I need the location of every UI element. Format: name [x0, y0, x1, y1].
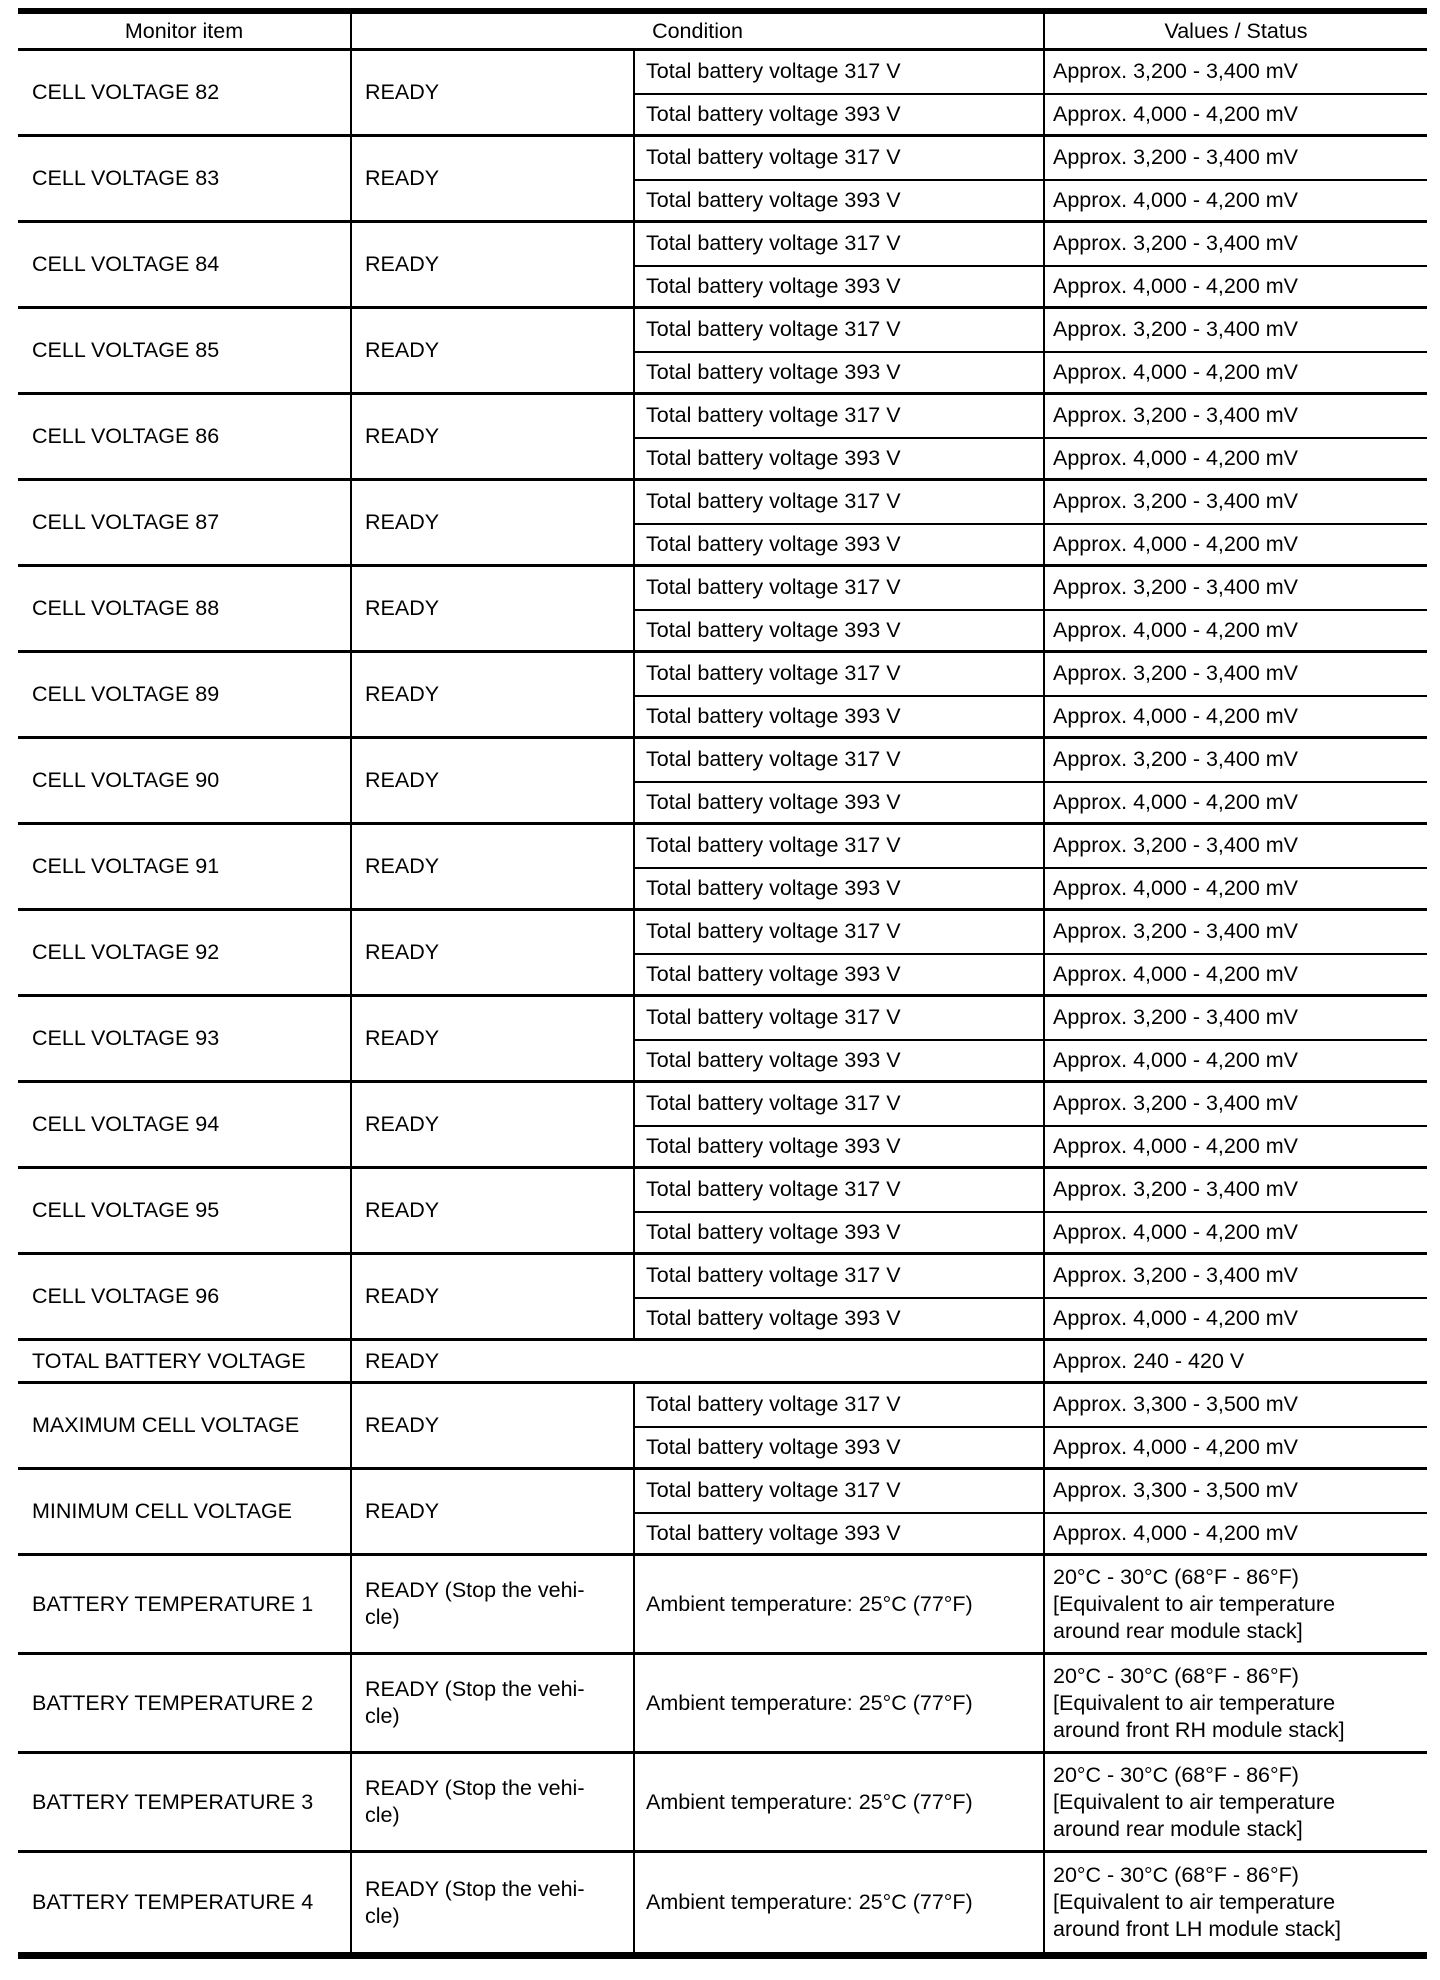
- condition-ready-cell: [352, 1853, 635, 1952]
- condition-detail-cell: Total battery voltage 317 V: [635, 653, 1045, 695]
- condition-detail-cell: Total battery voltage 393 V: [635, 351, 1045, 393]
- value-cell: Approx. 4,000 - 4,200 mV: [1045, 93, 1427, 135]
- value-cell: Approx. 3,300 - 3,500 mV: [1053, 1392, 1299, 1417]
- condition-ready-cell: READY: [352, 911, 635, 994]
- condition-detail-cell: Total battery voltage 393 V: [635, 609, 1045, 651]
- header-values-status: Values / Status: [1164, 18, 1308, 43]
- monitor-item-cell: CELL VOLTAGE 94: [18, 1083, 352, 1166]
- monitor-item-cell: CELL VOLTAGE 87: [18, 481, 352, 564]
- table-row-group: [18, 1083, 1427, 1169]
- value-cell: Approx. 3,200 - 3,400 mV: [1053, 661, 1299, 686]
- monitor-item-cell: MINIMUM CELL VOLTAGE: [18, 1470, 352, 1553]
- monitor-item-cell: CELL VOLTAGE 91: [18, 825, 352, 908]
- condition-detail-cell: Total battery voltage 317 V: [635, 1384, 1045, 1426]
- value-cell: Approx. 3,200 - 3,400 mV: [1053, 833, 1299, 858]
- value-cell: Approx. 4,000 - 4,200 mV: [1045, 695, 1427, 737]
- value-cell: Approx. 4,000 - 4,200 mV: [1045, 1211, 1427, 1253]
- value-cell: Approx. 3,200 - 3,400 mV: [1053, 231, 1299, 256]
- value-line: around front RH module stack]: [1053, 1717, 1345, 1742]
- condition-detail-cell: Ambient temperature: 25°C (77°F): [635, 1556, 1045, 1652]
- condition-ready-cell: [352, 1655, 635, 1751]
- value-line: around rear module stack]: [1053, 1816, 1303, 1841]
- ready-line: READY (Stop the vehi-: [365, 1578, 585, 1602]
- table-row-group: [18, 997, 1427, 1083]
- condition-ready-cell: READY: [352, 51, 635, 134]
- table-row-group: [18, 395, 1427, 481]
- condition-detail-cell: Total battery voltage 317 V: [635, 567, 1045, 609]
- table-row-group: [18, 223, 1427, 309]
- table-row-group: [18, 1341, 1427, 1384]
- condition-detail-cell: Total battery voltage 393 V: [635, 523, 1045, 565]
- condition-detail-cell: Total battery voltage 317 V: [635, 137, 1045, 179]
- value-line: [Equivalent to air temperature: [1053, 1591, 1336, 1616]
- table-row-group: [18, 739, 1427, 825]
- condition-detail-cell: Total battery voltage 393 V: [635, 953, 1045, 995]
- condition-detail-cell: Total battery voltage 393 V: [635, 1125, 1045, 1167]
- monitor-item-cell: CELL VOLTAGE 92: [18, 911, 352, 994]
- value-cell: Approx. 3,200 - 3,400 mV: [1053, 489, 1299, 514]
- condition-ready-cell: READY: [352, 1341, 1045, 1381]
- table-row-group: [18, 1754, 1427, 1853]
- condition-detail-cell: Total battery voltage 317 V: [635, 51, 1045, 93]
- value-cell: [1045, 1853, 1427, 1952]
- value-cell: Approx. 3,200 - 3,400 mV: [1053, 575, 1299, 600]
- condition-detail-cell: Ambient temperature: 25°C (77°F): [635, 1754, 1045, 1850]
- condition-detail-cell: Total battery voltage 393 V: [635, 781, 1045, 823]
- monitor-item-cell: CELL VOLTAGE 95: [18, 1169, 352, 1252]
- monitor-item-cell: BATTERY TEMPERATURE 3: [18, 1754, 352, 1850]
- condition-detail-cell: Total battery voltage 393 V: [635, 1211, 1045, 1253]
- value-cell: Approx. 3,300 - 3,500 mV: [1053, 1478, 1299, 1503]
- condition-detail-cell: Total battery voltage 393 V: [635, 1039, 1045, 1081]
- condition-ready-cell: READY: [352, 309, 635, 392]
- monitor-item-cell: CELL VOLTAGE 88: [18, 567, 352, 650]
- ready-line: cle): [365, 1605, 400, 1629]
- condition-ready-cell: READY: [352, 567, 635, 650]
- value-cell: [1045, 1754, 1427, 1850]
- value-cell: Approx. 4,000 - 4,200 mV: [1045, 1039, 1427, 1081]
- value-cell: Approx. 3,200 - 3,400 mV: [1053, 403, 1299, 428]
- value-cell: Approx. 4,000 - 4,200 mV: [1045, 781, 1427, 823]
- condition-ready-cell: READY: [352, 1083, 635, 1166]
- monitor-item-cell: TOTAL BATTERY VOLTAGE: [18, 1341, 352, 1381]
- value-line: 20°C - 30°C (68°F - 86°F): [1053, 1863, 1299, 1887]
- value-line: around front LH module stack]: [1053, 1917, 1342, 1941]
- table-header-row: [18, 14, 1427, 51]
- value-cell: Approx. 4,000 - 4,200 mV: [1045, 437, 1427, 479]
- value-cell: Approx. 4,000 - 4,200 mV: [1045, 179, 1427, 221]
- value-cell: Approx. 3,200 - 3,400 mV: [1053, 1005, 1299, 1030]
- value-cell: Approx. 4,000 - 4,200 mV: [1045, 1426, 1427, 1468]
- condition-ready-cell: READY: [352, 481, 635, 564]
- monitor-item-cell: CELL VOLTAGE 82: [18, 51, 352, 134]
- value-cell: Approx. 4,000 - 4,200 mV: [1045, 351, 1427, 393]
- ready-line: READY (Stop the vehi-: [365, 1776, 585, 1800]
- condition-detail-cell: Total battery voltage 317 V: [635, 1169, 1045, 1211]
- condition-ready-cell: READY: [352, 395, 635, 478]
- condition-detail-cell: Total battery voltage 317 V: [635, 309, 1045, 351]
- condition-ready-cell: [352, 1556, 635, 1652]
- table-row-group: [18, 1255, 1427, 1341]
- condition-detail-cell: Total battery voltage 393 V: [635, 1512, 1045, 1554]
- monitor-item-cell: CELL VOLTAGE 83: [18, 137, 352, 220]
- value-cell: Approx. 3,200 - 3,400 mV: [1053, 919, 1299, 944]
- condition-ready-cell: READY: [352, 653, 635, 736]
- value-cell: Approx. 3,200 - 3,400 mV: [1053, 59, 1299, 84]
- condition-detail-cell: Ambient temperature: 25°C (77°F): [635, 1853, 1045, 1952]
- value-cell: Approx. 240 - 420 V: [1053, 1348, 1245, 1373]
- condition-detail-cell: Total battery voltage 393 V: [635, 695, 1045, 737]
- value-cell: Approx. 4,000 - 4,200 mV: [1045, 953, 1427, 995]
- table-row-group: [18, 1169, 1427, 1255]
- ready-line: cle): [365, 1903, 400, 1928]
- condition-ready-cell: [352, 1754, 635, 1850]
- monitor-item-cell: CELL VOLTAGE 90: [18, 739, 352, 822]
- table-row-group: [18, 309, 1427, 395]
- ready-line: cle): [365, 1704, 400, 1728]
- table-row-group: [18, 1470, 1427, 1556]
- value-cell: Approx. 4,000 - 4,200 mV: [1045, 867, 1427, 909]
- value-line: 20°C - 30°C (68°F - 86°F): [1053, 1564, 1299, 1589]
- monitor-item-cell: CELL VOLTAGE 86: [18, 395, 352, 478]
- monitor-item-cell: BATTERY TEMPERATURE 4: [18, 1853, 352, 1952]
- condition-detail-cell: Total battery voltage 393 V: [635, 179, 1045, 221]
- table-row-group: [18, 1556, 1427, 1655]
- condition-detail-cell: Total battery voltage 317 V: [635, 1470, 1045, 1512]
- monitor-item-cell: CELL VOLTAGE 93: [18, 997, 352, 1080]
- condition-ready-cell: READY: [352, 997, 635, 1080]
- table-row-group: [18, 567, 1427, 653]
- condition-ready-cell: READY: [352, 1169, 635, 1252]
- value-line: 20°C - 30°C (68°F - 86°F): [1053, 1663, 1299, 1688]
- value-cell: [1045, 1655, 1427, 1751]
- value-cell: Approx. 3,200 - 3,400 mV: [1053, 1177, 1299, 1202]
- value-line: [Equivalent to air temperature: [1053, 1890, 1336, 1914]
- value-line: [Equivalent to air temperature: [1053, 1789, 1336, 1814]
- monitor-item-cell: MAXIMUM CELL VOLTAGE: [18, 1384, 352, 1467]
- condition-ready-cell: READY: [352, 825, 635, 908]
- condition-detail-cell: Total battery voltage 393 V: [635, 93, 1045, 135]
- condition-detail-cell: Total battery voltage 317 V: [635, 481, 1045, 523]
- value-line: [Equivalent to air temperature: [1053, 1690, 1336, 1715]
- value-cell: Approx. 3,200 - 3,400 mV: [1053, 1091, 1299, 1116]
- condition-ready-cell: READY: [352, 1255, 635, 1338]
- value-cell: [1045, 1556, 1427, 1652]
- table-row-group: [18, 825, 1427, 911]
- value-cell: Approx. 3,200 - 3,400 mV: [1053, 747, 1299, 772]
- table-row-group: [18, 481, 1427, 567]
- condition-detail-cell: Total battery voltage 317 V: [635, 825, 1045, 867]
- monitor-item-cell: CELL VOLTAGE 85: [18, 309, 352, 392]
- condition-detail-cell: Total battery voltage 317 V: [635, 223, 1045, 265]
- value-cell: Approx. 4,000 - 4,200 mV: [1045, 1297, 1427, 1339]
- condition-detail-cell: Total battery voltage 317 V: [635, 997, 1045, 1039]
- table-row-group: [18, 137, 1427, 223]
- table-row-group: [18, 1655, 1427, 1754]
- value-cell: Approx. 4,000 - 4,200 mV: [1045, 523, 1427, 565]
- condition-detail-cell: Total battery voltage 393 V: [635, 437, 1045, 479]
- condition-detail-cell: Total battery voltage 317 V: [635, 1083, 1045, 1125]
- monitor-item-table: [18, 8, 1427, 1959]
- condition-detail-cell: Ambient temperature: 25°C (77°F): [635, 1655, 1045, 1751]
- condition-detail-cell: Total battery voltage 393 V: [635, 1297, 1045, 1339]
- table-row-group: [18, 51, 1427, 137]
- value-cell: Approx. 4,000 - 4,200 mV: [1045, 1125, 1427, 1167]
- value-cell: Approx. 3,200 - 3,400 mV: [1053, 317, 1299, 342]
- monitor-item-cell: CELL VOLTAGE 89: [18, 653, 352, 736]
- ready-line: cle): [365, 1803, 400, 1827]
- ready-line: READY (Stop the vehi-: [365, 1677, 585, 1701]
- condition-ready-cell: READY: [352, 223, 635, 306]
- condition-detail-cell: Total battery voltage 317 V: [635, 395, 1045, 437]
- condition-detail-cell: Total battery voltage 317 V: [635, 1255, 1045, 1297]
- table-row-group: [18, 653, 1427, 739]
- value-cell: Approx. 4,000 - 4,200 mV: [1045, 609, 1427, 651]
- condition-detail-cell: Total battery voltage 393 V: [635, 867, 1045, 909]
- value-cell: Approx. 4,000 - 4,200 mV: [1045, 1512, 1427, 1554]
- condition-ready-cell: READY: [352, 1470, 635, 1553]
- value-line: around rear module stack]: [1053, 1618, 1303, 1643]
- condition-detail-cell: Total battery voltage 393 V: [635, 1426, 1045, 1468]
- condition-ready-cell: READY: [352, 739, 635, 822]
- table-row-group: [18, 911, 1427, 997]
- value-cell: Approx. 4,000 - 4,200 mV: [1045, 265, 1427, 307]
- header-monitor-item: Monitor item: [18, 14, 352, 48]
- condition-detail-cell: Total battery voltage 317 V: [635, 911, 1045, 953]
- condition-detail-cell: Total battery voltage 317 V: [635, 739, 1045, 781]
- monitor-item-cell: CELL VOLTAGE 84: [18, 223, 352, 306]
- table-row-group: [18, 1384, 1427, 1470]
- condition-detail-cell: Total battery voltage 393 V: [635, 265, 1045, 307]
- monitor-item-cell: BATTERY TEMPERATURE 1: [18, 1556, 352, 1652]
- condition-ready-cell: READY: [352, 137, 635, 220]
- ready-line: READY (Stop the vehi-: [365, 1876, 585, 1901]
- header-condition: Condition: [352, 14, 1045, 48]
- condition-ready-cell: READY: [352, 1384, 635, 1467]
- value-line: 20°C - 30°C (68°F - 86°F): [1053, 1762, 1299, 1787]
- value-cell: Approx. 3,200 - 3,400 mV: [1053, 145, 1299, 170]
- monitor-item-cell: CELL VOLTAGE 96: [18, 1255, 352, 1338]
- table-row-group: [18, 1853, 1427, 1952]
- monitor-item-cell: BATTERY TEMPERATURE 2: [18, 1655, 352, 1751]
- value-cell: Approx. 3,200 - 3,400 mV: [1053, 1263, 1299, 1288]
